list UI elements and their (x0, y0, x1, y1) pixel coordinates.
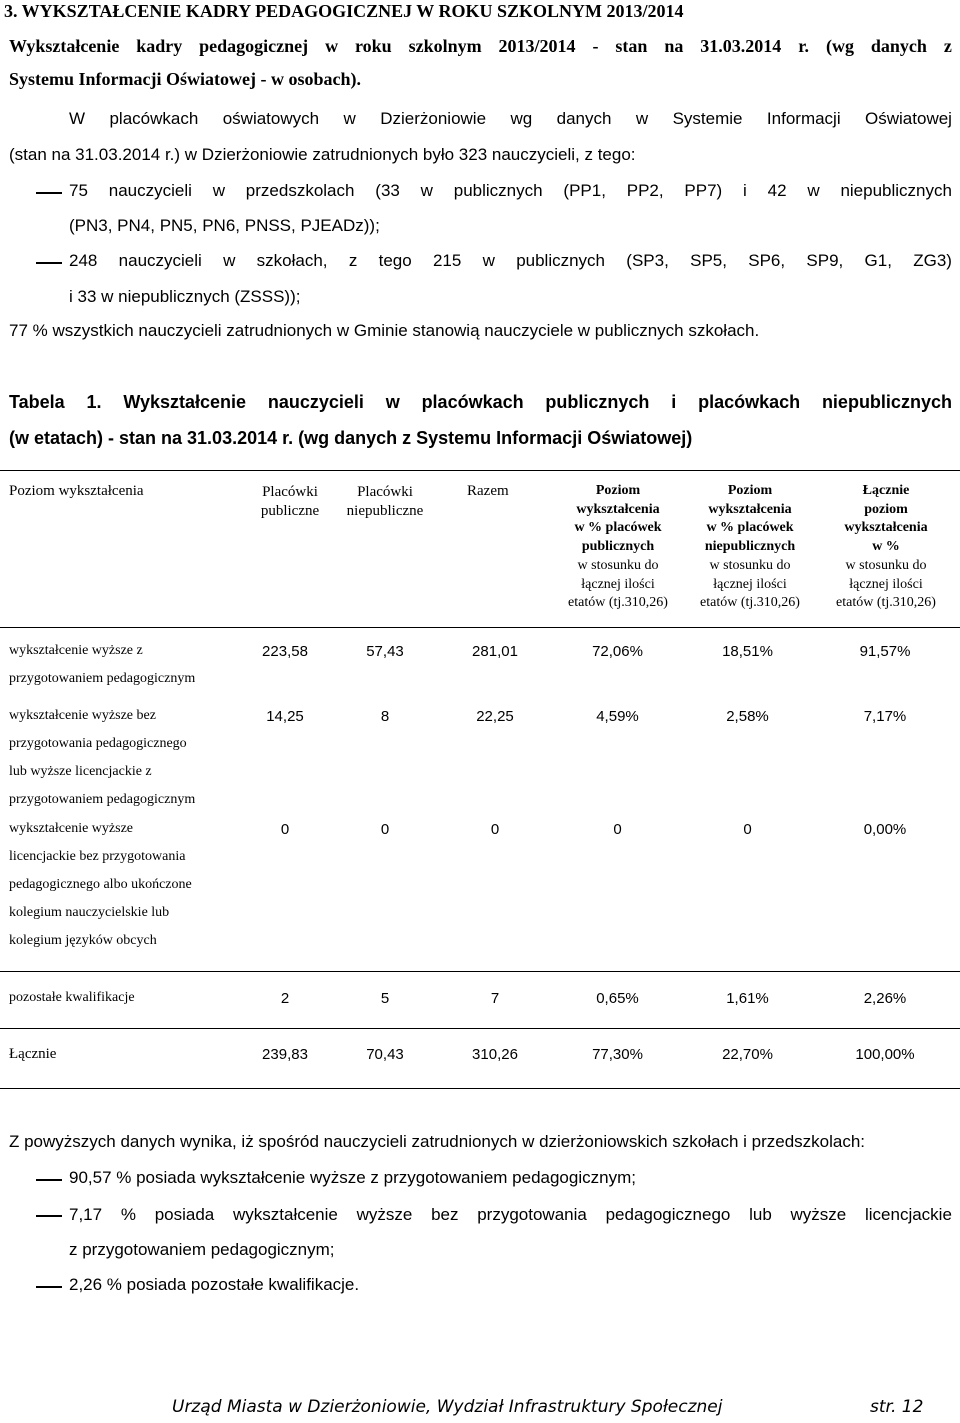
word: publicznych (516, 251, 606, 270)
word: Wykształcenie (123, 392, 247, 412)
row-label: wykształcenie wyższe z przygotowaniem pedagogicznym (9, 643, 196, 686)
cell-pct-total: 7,17% (863, 708, 907, 725)
cell-public: 0 (280, 821, 290, 838)
word: 31.03.2014 (700, 36, 782, 56)
word: 215 (432, 251, 462, 270)
word: w (807, 181, 820, 200)
cell-total: 281,01 (472, 643, 518, 660)
word: w (482, 251, 495, 270)
cell-total: 0 (490, 821, 500, 838)
bullet-preschools-line2: (PN3, PN4, PN5, PN6, PNSS, PJEADz)); (69, 216, 380, 235)
header-nonpublic: Placówki niepubliczne (346, 484, 424, 519)
cell-pct-total: 91,57% (859, 643, 911, 660)
cell-nonpublic: 5 (380, 990, 390, 1007)
bullet-schools-line2: i 33 w niepublicznych (ZSSS)); (69, 287, 301, 306)
word: nauczycieli (267, 392, 364, 412)
word: 1. (86, 392, 102, 412)
header-level: Poziom wykształcenia (9, 483, 144, 499)
table-header-border (0, 627, 960, 628)
row-label: pozostałe kwalifikacje (9, 990, 135, 1005)
footer-page-number: str. 12 (870, 1397, 924, 1417)
section-subtitle-line2: Systemu Informacji Oświatowej - w osobach). (9, 69, 361, 89)
word: Wykształcenie (9, 36, 120, 56)
header-total: Razem (467, 483, 509, 499)
word: lub (749, 1205, 772, 1224)
word: Tabela (9, 392, 65, 412)
header-public: Placówki publiczne (260, 484, 320, 519)
cell-total: 7 (490, 990, 500, 1007)
word: % (120, 1205, 136, 1224)
cell-total: 22,25 (476, 708, 514, 725)
table-row-border (0, 971, 960, 972)
word: w (325, 36, 339, 56)
word: w (420, 181, 433, 200)
cell-public: 2 (280, 990, 290, 1007)
word: wykształcenie (232, 1205, 338, 1224)
word: posiada (154, 1205, 215, 1224)
word: SP6, (748, 251, 786, 270)
word: PP7) (684, 181, 723, 200)
cell-nonpublic: 8 (380, 708, 390, 725)
row-label-total: Łącznie (9, 1046, 57, 1062)
bullet-dash (36, 1286, 62, 1288)
word: r. (798, 36, 810, 56)
intro-line1 (69, 109, 952, 129)
word: pedagogicznej (199, 36, 309, 56)
word: 7,17 (69, 1205, 103, 1224)
word: w (343, 109, 356, 128)
word: Oświatowej (865, 109, 952, 128)
word: wyższe (356, 1205, 413, 1224)
cell-pct-public: 0 (613, 821, 622, 838)
word: oświatowych (222, 109, 320, 128)
cell-pct-public: 0,65% (596, 990, 639, 1007)
word: (SP3, (626, 251, 669, 270)
section-heading: 3. WYKSZTAŁCENIE KADRY PEDAGOGICZNEJ W ROKU SZKOLNYM 2013/2014 (4, 1, 684, 21)
word: placówkach (421, 392, 524, 412)
cell-nonpublic: 0 (380, 821, 390, 838)
word: w (635, 109, 649, 128)
word: placówkach (109, 109, 199, 128)
cell-pct-public: 4,59% (596, 708, 639, 725)
cell-pct-public: 77,30% (592, 1046, 643, 1063)
conclusion-bullet-2-line1 (69, 1205, 952, 1225)
word: pedagogicznego (605, 1205, 731, 1224)
word: ZG3) (913, 251, 952, 270)
word: PP2, (626, 181, 664, 200)
word: i (671, 392, 677, 412)
cell-pct-total: 100,00% (855, 1046, 915, 1063)
footer-office: Urząd Miasta w Dzierżoniowie, Wydział Infrastruktury Społecznej (172, 1397, 723, 1417)
table-row-border (0, 1028, 960, 1029)
conclusion-bullet-2-line2: z przygotowaniem pedagogicznym; (69, 1240, 335, 1259)
word: niepublicznych (840, 181, 952, 200)
word: 42 (767, 181, 787, 200)
header-pct-public: Poziom wykształcenia w % placówek publicznych w stosunku do łącznej ilości etatów (tj.310,26) (568, 483, 668, 611)
table-top-border (0, 470, 960, 471)
bullet-schools-line1 (69, 251, 952, 271)
intro-summary: 77 % wszystkich nauczycieli zatrudnionych w Gminie stanowią nauczyciele w publicznych szkołach. (9, 321, 760, 340)
cell-pct-nonpublic: 1,61% (726, 990, 769, 1007)
word: szkołach, (256, 251, 328, 270)
cell-pct-nonpublic: 18,51% (722, 643, 773, 660)
cell-pct-public: 72,06% (592, 643, 643, 660)
cell-pct-nonpublic: 0 (743, 821, 752, 838)
word: publicznych (545, 392, 650, 412)
header-pct-nonpublic: Poziom wykształcenia w % placówek niepublicznych w stosunku do łącznej ilości etatów (tj.310,26) (700, 483, 800, 611)
word: przedszkolach (245, 181, 355, 200)
word: przygotowania (477, 1205, 587, 1224)
row-label: wykształcenie wyższe bez przygotowania pedagogicznego lub wyższe licencjackie z przygotowaniem pedagogicznym (9, 708, 196, 807)
word: kadry (136, 36, 183, 56)
word: 248 (69, 251, 98, 270)
bullet-dash (36, 192, 62, 194)
word: niepublicznych (821, 392, 952, 412)
word: W (69, 109, 86, 128)
bullet-preschools-line1 (69, 181, 952, 201)
word: stan (615, 36, 648, 56)
word: (wg (825, 36, 854, 56)
word: nauczycieli (108, 181, 192, 200)
word: - (592, 36, 599, 56)
row-label: wykształcenie wyższe licencjackie bez przygotowania pedagogicznego albo ukończone kolegium nauczycielskie lub kolegium języków obcych (9, 821, 192, 948)
conclusion-bullet-1: 90,57 % posiada wykształcenie wyższe z przygotowaniem pedagogicznym; (69, 1168, 636, 1187)
word: wyższe (790, 1205, 847, 1224)
word: danych (556, 109, 612, 128)
cell-pct-nonpublic: 22,70% (722, 1046, 773, 1063)
cell-total: 310,26 (472, 1046, 518, 1063)
bullet-dash (36, 262, 62, 264)
word: (33 (375, 181, 400, 200)
cell-pct-nonpublic: 2,58% (726, 708, 769, 725)
word: 75 (69, 181, 88, 200)
cell-nonpublic: 57,43 (366, 643, 404, 660)
word: z (348, 251, 358, 270)
section-subtitle-line1 (9, 36, 952, 57)
cell-pct-total: 0,00% (863, 821, 907, 838)
word: szkolnym (408, 36, 482, 56)
word: bez (431, 1205, 459, 1224)
word: w (223, 251, 236, 270)
word: (PP1, (563, 181, 606, 200)
word: na (664, 36, 684, 56)
word: SP9, (806, 251, 844, 270)
word: w (212, 181, 225, 200)
word: Informacji (766, 109, 841, 128)
word: Dzierżoniowie (380, 109, 487, 128)
conclusion-intro: Z powyższych danych wynika, iż spośród nauczycieli zatrudnionych w dzierżoniowskich szkołach i przedszkolach: (9, 1132, 866, 1151)
word: roku (355, 36, 392, 56)
cell-nonpublic: 70,43 (366, 1046, 404, 1063)
word: i (743, 181, 747, 200)
word: tego (378, 251, 412, 270)
word: danych (870, 36, 927, 56)
table-title-line1 (9, 392, 952, 413)
word: nauczycieli (118, 251, 202, 270)
bullet-dash (36, 1179, 62, 1181)
word: licencjackie (864, 1205, 952, 1224)
cell-pct-total: 2,26% (863, 990, 907, 1007)
word: placówkach (698, 392, 801, 412)
intro-line2: (stan na 31.03.2014 r.) w Dzierżoniowie zatrudnionych było 323 nauczycieli, z tego: (9, 145, 636, 164)
cell-public: 239,83 (262, 1046, 308, 1063)
bullet-dash (36, 1215, 62, 1217)
table-title-line2: (w etatach) - stan na 31.03.2014 r. (wg danych z Systemu Informacji Oświatowej) (9, 428, 693, 448)
table-bottom-border (0, 1088, 960, 1089)
word: w (385, 392, 400, 412)
word: wg (510, 109, 533, 128)
word: z (943, 36, 952, 56)
word: G1, (864, 251, 892, 270)
header-pct-total: Łącznie poziom wykształcenia w % w stosunku do łącznej ilości etatów (tj.310,26) (836, 483, 936, 611)
word: publicznych (453, 181, 543, 200)
cell-public: 14,25 (266, 708, 304, 725)
conclusion-bullet-3: 2,26 % posiada pozostałe kwalifikacje. (69, 1275, 360, 1294)
word: 2013/2014 (498, 36, 576, 56)
cell-public: 223,58 (262, 643, 308, 660)
word: Systemie (672, 109, 743, 128)
word: SP5, (690, 251, 727, 270)
